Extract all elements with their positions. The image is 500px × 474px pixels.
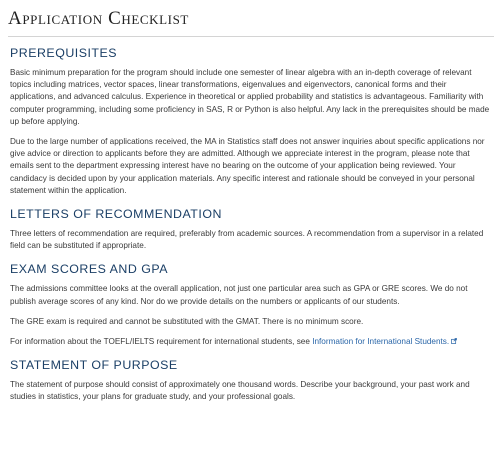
prerequisites-paragraph-1: Basic minimum preparation for the program should include one semester of linear algebra with an in-depth coverage of relevant topics including matrices, vector spaces, linear transformations, eigenvalues and eigenvectors, canonical forms and their applications, and advanced calculus. Experience in theoretical or applied probability and statistics is advantageous. Familiarity with computer programming, including some proficiency in SAS, R or Python is also helpful. Any lack in the prerequisites should be made up before applying. bbox=[10, 68, 490, 126]
international-students-link[interactable] bbox=[312, 337, 457, 346]
prerequisites-paragraph-2: Due to the large number of applications received, the MA in Statistics staff does not answer inquiries about specific applications nor give advice or direction to applicants before they are admitted. Although we appreciate interest in the program, please note that emails sent to the department expressing interest have no bearing on the outcome of your application being reviewed. Your candidacy is decided upon by your application materials. Any specific interest and rationale should be conveyed in your personal statement within the application. bbox=[10, 137, 485, 195]
letters-paragraph: Three letters of recommendation are required, preferably from academic sources. A recommendation from a supervisor in a related field can be substituted if appropriate. bbox=[10, 229, 484, 251]
prerequisites-heading: PREREQUISITES bbox=[10, 46, 118, 60]
checklist-page bbox=[10, 0, 492, 404]
international-students-link-text[interactable]: Information for International Students. bbox=[312, 337, 450, 347]
international-info-text: For information about the TOEFL/IELTS requirement for international students, see bbox=[10, 337, 313, 347]
exam-scores-paragraph-2: The GRE exam is required and cannot be substituted with the GMAT. There is no minimum score. bbox=[10, 316, 364, 326]
statement-paragraph: The statement of purpose should consist of approximately one thousand words. Describe your background, your past work and studies in statistics, your plans for graduate study, and your professional goals. bbox=[10, 380, 470, 402]
exam-scores-paragraph-1: The admissions committee looks at the overall application, not just one particular area such as GPA or GRE scores. We do not publish average scores of any kind. Nor do we provide details on the numbers or applicants of our students. bbox=[10, 284, 468, 306]
title-divider bbox=[8, 36, 494, 37]
statement-heading: STATEMENT OF PURPOSE bbox=[10, 358, 178, 373]
exam-scores-heading: EXAM SCORES AND GPA bbox=[10, 262, 168, 277]
external-link-icon[interactable] bbox=[451, 338, 457, 344]
page-title: Application Checklist bbox=[8, 8, 189, 29]
exam-scores-paragraph-3 bbox=[10, 336, 492, 348]
letters-heading: LETTERS OF RECOMMENDATION bbox=[10, 207, 222, 222]
